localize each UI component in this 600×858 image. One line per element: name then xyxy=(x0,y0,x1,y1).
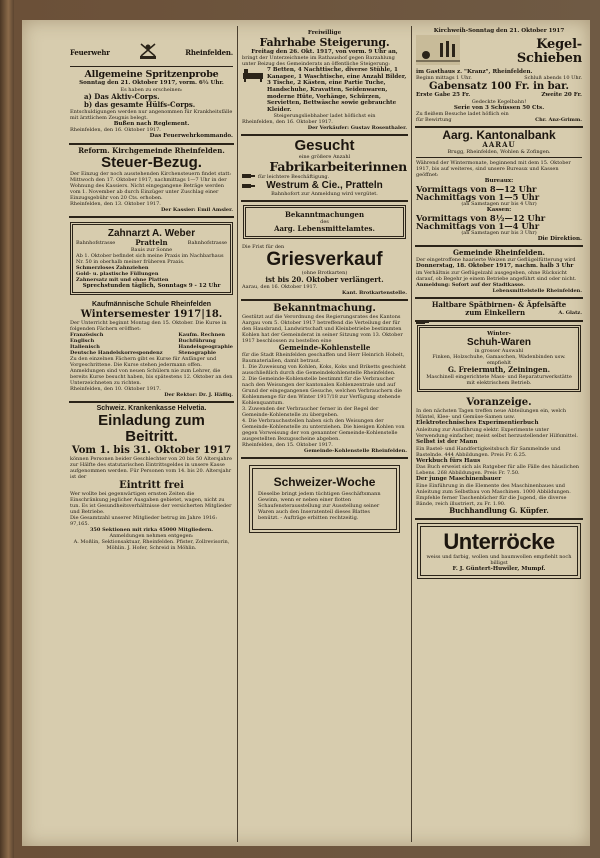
krankenkasse-title: Einladung zum Beitritt. xyxy=(98,412,205,446)
gries-line: Die Frist für den xyxy=(242,244,285,251)
kohlenstelle-ad xyxy=(241,301,408,459)
bank-kassen: Kassen: xyxy=(486,206,512,213)
kaufm-text-3: Anmeldungen sind von neuen Schülern nie zum Lehrer, die bereits Kurse besucht haben, bis spätestens 12. Oktober an den Unterzeichneten zu richten. xyxy=(70,368,233,387)
bank-nachmittags: Nachmittags von 1—5 Uhr xyxy=(416,191,540,202)
kegel-signature: Chr. Anz-Grimm. xyxy=(535,117,582,124)
steigerung-title: Fahrhabe Steigerung. xyxy=(259,35,390,49)
gesucht-firm: Westrum & Cie., Pratteln xyxy=(266,180,383,192)
kegel-serie: Serie von 3 Schüssen 50 Cts. xyxy=(453,104,545,111)
maschinenbauer-title: Der junge Maschinenbauer xyxy=(416,476,502,483)
column-right xyxy=(412,26,586,842)
kohlenstelle-item: 4. Die Verbrauchsstellen haben sich den Weisungen der Gemeinde-Kohlenstelle zu unterziehen. Die hiesigen Kohlen von gegen Vorweisung der von genannter Gemeinde-Kohlenstelle ausgestellten Bezugsscheine abgeben. xyxy=(242,418,405,443)
griesverkauf-ad xyxy=(241,242,408,301)
kohlenstelle-item: 3. Zuwenden der Verbraucher ferner in der Regel der Gemeinde-Kohlenstelle zu übergeben. xyxy=(242,406,379,419)
gemeinde-signature: Lebensmittelstelle Rheinfelden. xyxy=(492,287,582,294)
gries-signature: Kant. Brotkartenstelle. xyxy=(341,290,407,297)
krankenkasse-heading: Schweiz. Krankenkasse Helvetia. xyxy=(96,405,207,413)
krankenkasse-text-4: 350 Sektionen mit rirka 45000 Mitgliedern. xyxy=(89,527,214,534)
gesucht-title: Gesucht xyxy=(294,137,355,155)
kaufm-text: Der Unterricht beginnt Montag den 15. Oktober. Die Kurse in folgenden Fächern eröffnet: xyxy=(70,320,227,333)
bekanntmachung-text: Gestützt auf die Verordnung des Regierungsrates des Kantons Aargau vom 5. Oktober 1917 betreffend die Verteilung der für den Hausbrand, Landwirtschaft und Kleinbetriebe bestimmten Kohlen hat der Gemeinderat in seiner Sitzung vom 13. Oktober 1917 beschlossen zu bestellen eine xyxy=(242,314,403,345)
feuerwehr-date: Sonntag den 21. Oktober 1917, vorm. 6½ Uhr. xyxy=(79,80,224,86)
kaufm-subject: Deutsche Handelskorrespondenz xyxy=(70,350,163,357)
selbst-title: Selbst ist der Mann xyxy=(416,438,478,445)
bowling-illustration-icon xyxy=(416,35,460,69)
kegel-band: für Bewirtung xyxy=(416,117,452,124)
kaufm-subject: Buchführung xyxy=(178,338,216,345)
feuerwehr-place: Rheinfelden, den 16. Oktober 1917. xyxy=(70,127,161,134)
kegelschieben-ad xyxy=(415,26,583,128)
schweizer-woche-ad xyxy=(249,465,400,533)
newspaper-page xyxy=(22,20,590,846)
feuerwehr-line: Es haben zu erscheinen: xyxy=(120,86,183,93)
schuh-text: Finken, Holzschuhe, Gamaschen, Wadenbinden usw. empfiehlt xyxy=(432,354,566,367)
kegel-second: Zweite 20 Fr. xyxy=(541,92,582,99)
kegel-place: im Gasthaus z. "Kranz", Rheinfelden. xyxy=(416,68,533,75)
steuer-title: Steuer-Bezug. xyxy=(101,153,202,171)
gries-text: ist bis 20. Oktober verlängert. xyxy=(265,275,384,285)
kohlenstelle-place: Rheinfelden, den 15. Oktober 1917. xyxy=(242,442,333,449)
kantonalbank-ad xyxy=(415,128,583,247)
voranzeige-text: In den nächsten Tagen treffen neue Abteilungen ein, welch Mäntel, Klee- und Gemüse-Samen usw. xyxy=(416,408,567,421)
feuerwehr-penalty: Bußen nach Reglement. xyxy=(113,120,190,127)
schuh-note: Maschinell eingerichtete Mass- und Reparaturwerkstätte mit elektrischem Betrieb. xyxy=(426,374,572,387)
werkbuch-title: Werkbuch fürs Haus xyxy=(416,457,481,464)
gemeinde-ad xyxy=(415,247,583,299)
saefte-sub: zum Einkellern xyxy=(465,307,526,317)
bank-title: Aarg. Kantonalbank xyxy=(442,128,556,143)
kaufm-subjects-right xyxy=(178,332,233,356)
schuh-head: Winter- xyxy=(487,330,511,337)
bank-nachmittags-2: Nachmittags von 1—4 Uhr xyxy=(416,220,540,231)
zahnarzt-street-left: Bahnhofstrasse xyxy=(76,239,116,246)
gemeinde-date: Donnerstag, 18. Oktober 1917, nachm. halb 3 Uhr xyxy=(416,263,574,270)
krankenkasse-text-5: Anmeldungen nehmen entgegen: xyxy=(109,533,194,540)
zahnarzt-title: Zahnarzt A. Weber xyxy=(107,227,196,239)
kohlenstelle-item: 2. Die Gemeinde-Kohlenstelle bestimmt für die Verbraucher nach den Weisungen der kantonalen Kohlenzentrale und auf Grund der eingegangenen Gesuche, welchen Verbrauchern die Kohlenmenge für den Winter 1917/18 zur Verfügung stehende Kohlenquantum. xyxy=(242,376,402,407)
zahnarzt-line-2: Gold- u. plastische Füllungen xyxy=(76,270,159,277)
kohlenstelle-item: 1. Die Zuweisung von Kohlen, Koks, Koks und Briketts geschieht ausschließlich durch die Gemeindekohlenstelle Rheinfelden. xyxy=(242,364,407,377)
feuerwehr-title-right: Rheinfelden. xyxy=(185,48,233,57)
pointing-hand-icon xyxy=(416,310,430,316)
kegel-date: Kirchweih-Sonntag den 21. Oktober 1917 xyxy=(433,28,565,34)
furniture-icon xyxy=(242,67,264,87)
unterroecke-ad xyxy=(417,523,581,580)
zahnarzt-text: Ab 1. Oktober befindet sich meine Praxis im Nachbarhaus Nr. 50 in oberhalb meiner früheren Praxis. xyxy=(76,252,224,265)
kaufm-subject: Italienisch xyxy=(70,344,100,351)
bekanntmachungen-head: Bekanntmachungen xyxy=(284,210,365,220)
kohlenstelle-text: für die Stadt Rheinfelden geschaffen und Herr Heinrich Hobelt, Baumaterialien, damit betraut. xyxy=(242,352,405,365)
elektro-title: Elektrotechnisches Experimentierbuch xyxy=(416,420,539,427)
kegel-title-1: Kegel- xyxy=(536,36,582,52)
gries-title: Griesverkauf xyxy=(266,249,383,271)
saefte-ad xyxy=(415,299,583,322)
krankenkasse-dates: Vom 1. bis 31. Oktober 1917 xyxy=(71,445,232,457)
kegel-gaben: Gabensatz 100 Fr. in bar. xyxy=(429,81,569,93)
kaufm-subjects-left xyxy=(70,332,163,356)
gries-place: Aarau, den 16. Oktober 1917. xyxy=(242,284,318,291)
bank-branches: Brugg, Rheinfelden, Wohlen & Zofingen. xyxy=(447,149,551,156)
werkbuch-text: Das Buch erweist sich als Ratgeber für alle Fälle des häuslichen Lebens. 268 Abbildungen. Preis Fr. 7.50. xyxy=(416,464,580,477)
bekanntmachungen-sub: des xyxy=(320,219,329,226)
zahnarzt-hours: Sprechstunden täglich, Sonntags 9 - 12 Uhr xyxy=(82,282,221,289)
krankenkasse-frei: Eintritt frei xyxy=(119,480,184,492)
feuerwehr-signature: Das Feuerwehrkommando. xyxy=(149,133,233,140)
gemeinde-text-2: im Verhältnis zur Geflügelzahl ausgegeben, ohne Rücksicht darauf, ob Begehr je einem Betriebe angeführt sind oder nicht. xyxy=(416,269,577,282)
feuerwehr-note: Entschuldigungen werden nur angenommen für Krankheitsfälle mit ärztlichem Zeugnis belegt. xyxy=(70,108,233,121)
krankenkasse-names: A. Moßlin, Sektionsaktuar, Rheinfelden. Pfister, Zollrevisorin, Möhlin. J. Hofer, Schreid in Möhlin. xyxy=(73,539,230,552)
bank-saturday: (an Samstagen nur bis 4 Uhr) xyxy=(461,200,537,207)
column-middle xyxy=(238,26,412,842)
gesucht-note-2: Bahnhofort zur Anmeldung wird vergütet. xyxy=(271,191,378,198)
krankenkasse-text: können Personen beider Geschlechter von 20 bis 50 Altersjahre zur Hälfte des statutarischen Eintrittsgeldes in unsere Kasse aufgenommen werden. Für Personen vom 14. bis 20. Altersjahr ist der xyxy=(70,456,233,481)
zahnarzt-street-right: Bahnhofstrasse xyxy=(187,239,227,246)
buchhandlung-signature: Buchhandlung G. Küpfer. xyxy=(449,505,549,515)
steigerung-items: 7 Betten, 4 Nachttische, diverse Stühle, 1 Kanapee, 1 Waschtische, eine Anzahl Bilder, 3 Tische, 2 Kästen, eine Partie Tuche, Handschuhe, Kravatten, Seidenwaren, moderne Hüte, Vorhänge, Schürzen, Servietten, Bettwäsche sowie gebrauchte Kleider. xyxy=(267,67,407,113)
schweizer-woche-title: Schweizer-Woche xyxy=(273,475,376,490)
zahnarzt-city: Pratteln xyxy=(135,237,168,247)
zahnarzt-ad xyxy=(70,222,233,296)
unterroecke-firm: F. J. Güntert-Huwiler, Mumpf. xyxy=(452,565,546,572)
selbst-text: Ein Bastel- und Handfertigkeitsbuch für Sammelnde und Bastelnde. 444 Abbildungen. Preis Fr. 6.25. xyxy=(416,445,561,458)
steigerung-ad xyxy=(241,26,408,136)
firefighter-icon xyxy=(137,42,159,64)
lebensmittelamt-box xyxy=(243,205,406,239)
bank-bureaux: Bureaux: xyxy=(484,178,514,185)
steigerung-head: Freiwillige xyxy=(307,30,342,36)
unterroecke-text: weiss und farbig, wollen und baumwollen empfiehlt noch billigst xyxy=(426,553,572,566)
feuerwehr-item-b: b) das gesamte Hülfs-Corps. xyxy=(84,99,196,109)
ad-columns xyxy=(66,26,586,842)
gries-sub: (ohne Brotkarten) xyxy=(301,270,348,277)
elektro-text: Anleitung zur Ausführung elektr. Experimente unter Verwendung einfacher, meist selbst herzustellender Hilfsmittel. xyxy=(416,426,578,439)
column-left xyxy=(66,26,238,842)
gemeinde-text: Der eingetroffene haarierte Weizen zur Geflügelfütterung wird xyxy=(416,257,576,264)
steuer-ad xyxy=(69,145,234,218)
bank-signature: Die Direktion. xyxy=(537,235,582,242)
gesucht-note: für leichtere Beschäftigung. xyxy=(258,174,330,181)
kaufm-signature: Der Rektor: Dr. J. Häfliq. xyxy=(164,392,233,399)
bank-city: AARAU xyxy=(482,140,516,150)
steigerung-place: Rheinfelden, den 16. Oktober 1917. xyxy=(242,119,333,126)
schuh-sub: in grosser Auswahl xyxy=(474,348,524,355)
schweizer-woche-text: Dieselbe bringt jedem tüchtigen Geschäftsmann Gewinn, wenn er neben einer flotten Schaufensterausstellung zur Ausstellung seiner Waren auch den Inseratenteil dieses Blattes benützt. - Aufträge erbitten rechtzeitig. xyxy=(258,491,381,522)
pointing-hand-icon xyxy=(242,164,256,170)
kaufm-subject: Handelsgeographie xyxy=(178,344,233,351)
bank-vormittags: Vormittags von 8—12 Uhr xyxy=(416,183,537,194)
kegel-note: Gedeckte Kegelbahn! xyxy=(471,98,527,105)
zahnarzt-line-3: Zahnersatz mit und ohne Platten xyxy=(76,276,169,283)
schuhwaren-ad xyxy=(417,325,581,393)
kaufm-place: Rheinfelden, den 10. Oktober 1917. xyxy=(70,386,161,393)
bekanntmachung-title: Bekanntmachung. xyxy=(273,303,376,315)
kaufm-heading: Kaufmännische Schule Rheinfelden xyxy=(91,301,212,309)
kaufm-subject: Stenographie xyxy=(178,350,217,357)
pointing-hand-icon xyxy=(242,174,256,180)
kohlenstelle-signature: Gemeinde-Kohlenstelle Rheinfelden. xyxy=(304,448,407,455)
kaufm-subject: Englisch xyxy=(70,338,95,345)
kaufm-semester: Wintersemester 1917|18. xyxy=(80,309,223,321)
book-spine xyxy=(0,0,14,858)
gesucht-big: Fabrikarbeiterinnen xyxy=(269,159,407,175)
gesucht-ad xyxy=(241,136,408,202)
steigerung-date: Freitag den 26. Okt. 1917, von vorm. 9 Uhr an, xyxy=(251,48,398,55)
kaufm-schule-ad xyxy=(69,299,234,403)
maschinenbauer-text: Eine Einführung in die Elemente des Maschinenbaues und Anleitung zum Selbstbau von Maschinen. 1000 Abbildungen. xyxy=(416,482,571,495)
krankenkasse-text-2: Wer wollte bei gegenwärtigen ernsten Zeiten die Einschränkung jeglicher Ausgaben gebietet, wagen, nicht zu tun. Es ist Gesundheitsverhältnisse der versicherten Mitglieder und Betriebe. xyxy=(70,491,232,516)
feuerwehr-item-a: a) Das Aktiv-Corps. xyxy=(84,91,160,101)
kaufm-subject: Kaufm. Rechnen xyxy=(178,332,226,339)
schuh-firm: G. Freiermuth, Zeiningen. xyxy=(447,365,551,375)
krankenkasse-ad xyxy=(69,403,234,553)
kegel-invite: Zu fleißem Besuche ladet höflich ein xyxy=(416,111,509,118)
voranzeige-title: Voranzeige. xyxy=(466,397,532,409)
kegel-title-2: Schieben xyxy=(516,50,582,66)
saefte-signature: A. Glatz. xyxy=(558,309,582,316)
gemeinde-registration: Anmeldung: Sofort auf der Stadtkasse. xyxy=(416,281,525,288)
gesucht-sub: eine größere Anzahl xyxy=(298,154,351,161)
bank-vormittags-2: Vormittags von 8½—12 Uhr xyxy=(416,212,546,223)
bekanntmachungen-ref: Aarg. Lebensmittelamtes. xyxy=(274,224,375,234)
feuerwehr-ad xyxy=(69,26,234,145)
steuer-signature: Der Kassier: Emil Amsler. xyxy=(160,206,233,213)
feuerwehr-heading: Allgemeine Spritzenprobe xyxy=(84,69,219,80)
bank-text: Während der Wintermonate, beginnend mit dem 15. Oktober 1917, bis auf weiteres, sind unsere Bureaux und Kassen geöffnet: xyxy=(416,160,571,179)
kegel-end: Schluß abends 10 Uhr. xyxy=(524,75,582,82)
kohlenstelle-title: Gemeinde-Kohlenstelle xyxy=(278,343,371,353)
gemeinde-title: Gemeinde Rheinfelden. xyxy=(453,248,545,258)
unterroecke-title: Unterröcke xyxy=(443,528,555,554)
steuer-place: Rheinfelden, den 13. Oktober 1917. xyxy=(70,200,161,207)
steigerung-note: Steigerungsliebhaber ladet höflichst ein xyxy=(273,113,376,120)
reform-heading: Reform. Kirchgemeinde Rheinfelden. xyxy=(78,145,225,155)
buchhandlung-ad xyxy=(415,395,583,519)
bank-saturday-2: (an Samstagen nur bis 3 Uhr) xyxy=(461,229,537,236)
steigerung-text: bringt der Unterzeichnete im Rathaushof gegen Barzahlung unter Beizug des Gemeinderats an öffentliche Steigerung: xyxy=(242,55,395,68)
kegel-begin: Beginn mittags 1 Uhr. xyxy=(416,75,472,82)
steuer-text: Der Einzug der noch ausstehenden Kirchensteuern findet statt: Mittwoch den 17. Oktober 1917, nachmittags 1—7 Uhr in der Wohnung des Kassiers. Nicht eingegangene Beträge werden vom 1. November ab durch Einzüger unter Zuschlag einer Einzugsgebühr von 20 Cts. erhoben. xyxy=(70,170,232,201)
zahnarzt-line-1: Schmerzloses Zahnziehen xyxy=(76,264,149,271)
schuh-title: Schuh-Waren xyxy=(466,337,532,349)
zahnarzt-subtitle: Bauis zur Sonne xyxy=(130,246,173,253)
kaufm-subject: Französisch xyxy=(70,332,104,339)
kegel-first: Erste Gabe 25 Fr. xyxy=(416,92,471,99)
saefte-title: Haltbare Spätbirnen- & Äpfelsäfte xyxy=(431,299,567,309)
kaufm-text-2: Zu den einzelnen Fächern gibt es Kurse für Anfänger und Vorgeschrittene. Die Kurse stehen jedermann offen. xyxy=(70,356,217,369)
feuerwehr-title-left: Feuerwehr xyxy=(70,48,110,57)
steigerung-signature: Der Verkäufer: Gustav Rosenthaler. xyxy=(307,125,407,132)
taschenbuecher-text: Empfehle ferner Taschenbücher für die Jugend, die diverse Bände, reich illustriert, zu Fr. 1.90. xyxy=(416,494,567,507)
krankenkasse-text-3: Die Gesamtzahl unserer Mitglieder betrug im Jahre 1916: 97,165. xyxy=(70,515,218,528)
